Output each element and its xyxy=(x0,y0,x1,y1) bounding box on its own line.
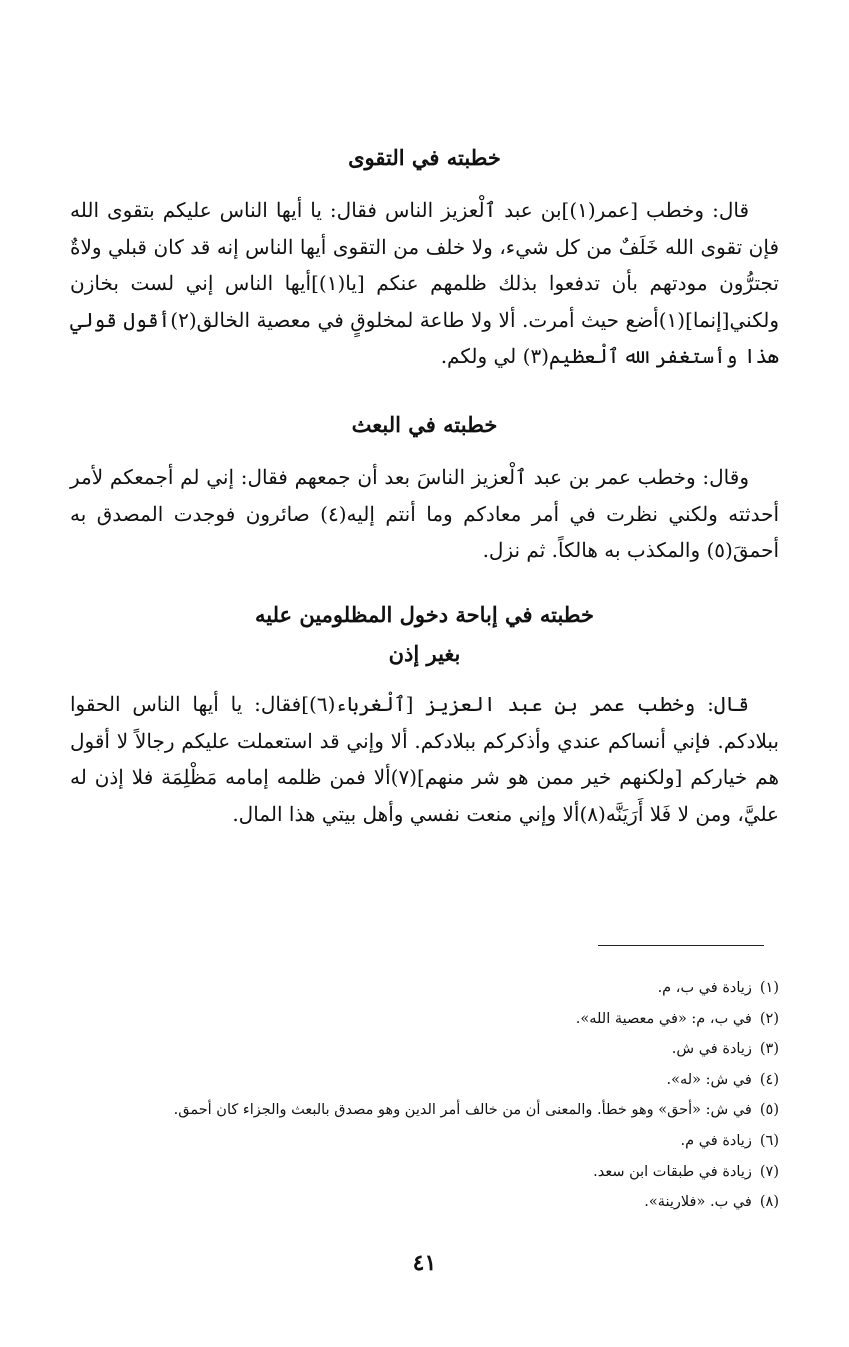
footnote-number: (٥) xyxy=(759,1102,779,1119)
section-title-baath: خطبته في البعث xyxy=(351,412,498,437)
paragraph-text xyxy=(70,459,779,569)
footnote-text: في ب. «فلارينة». xyxy=(644,1194,752,1211)
footnote-number: (٣) xyxy=(759,1041,779,1058)
footnote-item xyxy=(70,1034,779,1065)
paragraph-text xyxy=(70,686,779,832)
page-number: ٤١ xyxy=(412,1250,437,1276)
paragraph-body: قال: وخطب [عمر(١)]بن عبد ٱلْعزيز الناس فقال: يا أيها الناس عليكم بتقوى الله فإن تقوى الله خَلَفٌ من كل شيء، ولا خلف من التقوى أيها الناس إنه قد كان قبلي ولاةٌ تجترُّون مودتهم بأن تدفعوا بذلك ظلمهم عنكم [يا(١)]أيها الناس إني لست بخازن ولكني[إنما](١)أضع حيث أمرت. ألا ولا طاعة لمخلوقٍ في معصية الخالق(٢)أقول قولي هذا وأستغفر الله ٱلْعظيم(٣) لي ولكم. xyxy=(70,198,780,368)
footnote-text: في ش: «له». xyxy=(666,1071,752,1088)
footnotes-list xyxy=(70,973,779,1218)
footnote-text: في ش: «أحق» وهو خطأ. والمعنى أن من خالف أمر الدين وهو مصدق بالبعث والجزاء كان أحمق. xyxy=(173,1102,752,1119)
footnote-item xyxy=(70,1187,779,1218)
section-title-mazloomin-line2: بغير إذن xyxy=(388,641,461,666)
paragraph-baath xyxy=(70,459,779,569)
footnote-item xyxy=(70,1004,779,1035)
paragraph-text xyxy=(70,192,779,375)
paragraph-mazloomin xyxy=(70,686,779,832)
footnote-number: (٨) xyxy=(759,1194,779,1211)
paragraph-taqwa xyxy=(70,192,779,375)
footnote-number: (٢) xyxy=(759,1010,779,1027)
footnote-item xyxy=(70,1065,779,1096)
footnote-number: (٧) xyxy=(759,1163,779,1180)
section-title-taqwa: خطبته في التقوى xyxy=(348,145,501,170)
section-title-mazloomin: خطبته في إباحة دخول المظلومين عليه xyxy=(254,602,595,627)
footnote-number: (٦) xyxy=(759,1132,779,1149)
footnote-item xyxy=(70,1157,779,1188)
footnote-item xyxy=(70,973,779,1004)
footnote-text: زيادة في ش. xyxy=(671,1041,752,1058)
footnote-separator xyxy=(598,945,764,946)
footnote-text: زيادة في م. xyxy=(680,1132,752,1149)
footnote-number: (١) xyxy=(759,980,779,996)
footnote-text: في ب، م: «في معصية الله». xyxy=(575,1010,752,1027)
paragraph-body: قال: وخطب عمر بن عبد العزيز [ٱلْغرباء(٦)]فقال: يا أيها الناس الحقوا ببلادكم. فإني أنساكم عندي وأذكركم ببلادكم. ألا وإني قد استعملت عليكم رجالاً لا أقول هم خياركم [ولكنهم خير ممن هو شر منهم](٧)ألا فمن ظلمه إمامه مَظْلِمَة فلا إذن له عليَّ، ومن لا فَلا أَرَيَنَّه(٨)ألا وإني منعت نفسي وأهل بيتي هذا المال. xyxy=(70,692,779,826)
footnote-number: (٤) xyxy=(759,1071,779,1088)
footnote-item xyxy=(70,1095,779,1126)
footnote-text: زيادة في ب، م. xyxy=(657,980,752,996)
footnote-item xyxy=(70,1126,779,1157)
paragraph-body: وقال: وخطب عمر بن عبد ٱلْعزيز الناسَ بعد أن جمعهم فقال: إني لم أجمعكم لأمر أحدثته ولكني نظرت في أمر معادكم وما أنتم إليه(٤) صائرون فوجدت المصدق به أحمقَ(٥) والمكذب به هالكاً. ثم نزل. xyxy=(70,465,780,562)
footnote-text: زيادة في طبقات ابن سعد. xyxy=(593,1163,752,1180)
